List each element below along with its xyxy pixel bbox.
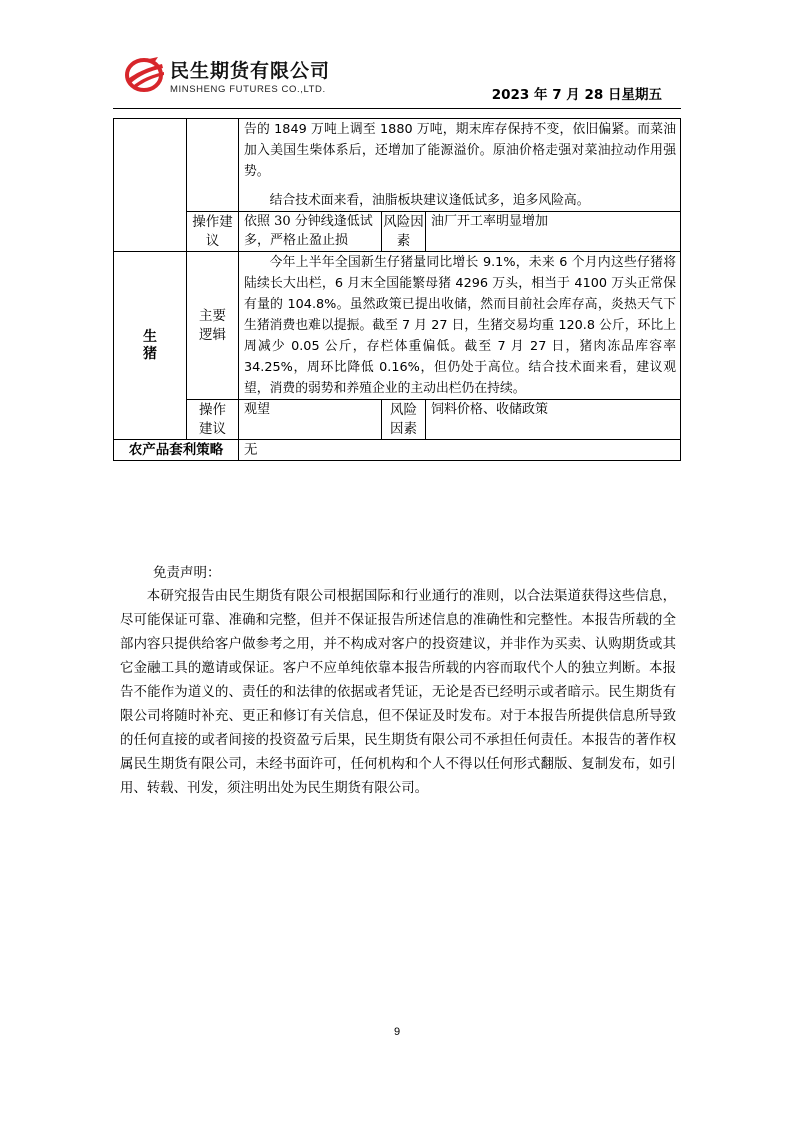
- pig-risk-text: 饲料价格、收储政策: [426, 400, 681, 440]
- strategy-table: [113, 118, 681, 461]
- pig-risk-label: 风险因素: [382, 400, 426, 440]
- company-name-en: MINSHENG FUTURES CO.,LTD.: [170, 84, 326, 95]
- oil-logic-paragraph: 结合技术面来看，油脂板块建议逢低试多，追多风险高。: [269, 193, 590, 208]
- pig-op-label: 操作建议: [187, 400, 239, 440]
- oil-op-label: 操作建议: [187, 212, 239, 252]
- disclaimer-title: 免责声明：: [153, 565, 221, 581]
- company-name-cn: 民生期货有限公司: [170, 60, 331, 82]
- company-logo: [124, 54, 364, 100]
- oil-op-text: 依照 30 分钟线逢低试多，严格止盈止损: [239, 212, 382, 252]
- pig-logic-text: 今年上半年全国新生仔猪量同比增长 9.1%，未来 6 个月内这些仔猪将陆续长大出栏，6 月末全国能繁母猪 4296 万头，相当于 4100 万头正常保有量的 104.8%。虽然政策已提出收储，然而目前社会库存高，炎热天气下生猪消费也难以提振。截至 7 月 27 日，生猪交易均重 120.8 公斤，环比上周减少 0.05 公斤，存栏体重偏低。截至 7 月 27 日，猪肉冻品库容率 34.25%，周环比降低 0.16%，但仍处于高位。结合技术面来看，建议观望，消费的弱势和养殖企业的主动出栏仍在持续。: [239, 252, 681, 400]
- report-date: 2023 年 7 月 28 日星期五: [491, 87, 662, 103]
- arb-label: 农产品套利策略: [114, 440, 239, 461]
- oil-risk-text: 油厂开工率明显增加: [426, 212, 681, 252]
- page-number: 9: [393, 1026, 401, 1038]
- logo-mark-icon: [124, 54, 166, 94]
- oil-logic-text: [239, 119, 681, 212]
- pig-op-row: [114, 400, 681, 440]
- disclaimer-body: 本研究报告由民生期货有限公司根据国际和行业通行的准则，以合法渠道获得这些信息，尽可能保证可靠、准确和完整，但并不保证报告所述信息的准确性和完整性。本报告所载的全部内容只提供给客户做参考之用，并不构成对客户的投资建议，并非作为买卖、认购期货或其它金融工具的邀请或保证。客户不应单纯依靠本报告所载的内容而取代个人的独立判断。本报告不能作为道义的、责任的和法律的依据或者凭证，无论是否已经明示或者暗示。民生期货有限公司将随时补充、更正和修订有关信息，但不保证及时发布。对于本报告所提供信息所导致的任何直接的或者间接的投资盈亏后果，民生期货有限公司不承担任何责任。本报告的著作权属民生期货有限公司，未经书面许可，任何机构和个人不得以任何形式翻版、复制发布，如引用、转载、刊发，须注明出处为民生期货有限公司。: [120, 589, 676, 796]
- arb-value: 无: [239, 440, 681, 461]
- pig-section-text: 生猪: [142, 328, 157, 362]
- oil-logic-row: [114, 119, 681, 212]
- oil-risk-label: 风险因素: [382, 212, 426, 252]
- pig-logic-row: [114, 252, 681, 400]
- pig-op-text: 观望: [239, 400, 382, 440]
- oil-section-cell: [114, 119, 187, 252]
- oil-op-row: [114, 212, 681, 252]
- pig-section-label: [114, 252, 187, 440]
- arb-row: [114, 440, 681, 461]
- oil-logic-label-cell: [187, 119, 239, 212]
- pig-logic-label: 主要逻辑: [187, 252, 239, 400]
- oil-logic-paragraph: 告的 1849 万吨上调至 1880 万吨，期末库存保持不变，依旧偏紧。而菜油加入美国生柴体系后，还增加了能源溢价。原油价格走强对菜油拉动作用强势。: [244, 122, 676, 179]
- header-divider: [113, 108, 681, 109]
